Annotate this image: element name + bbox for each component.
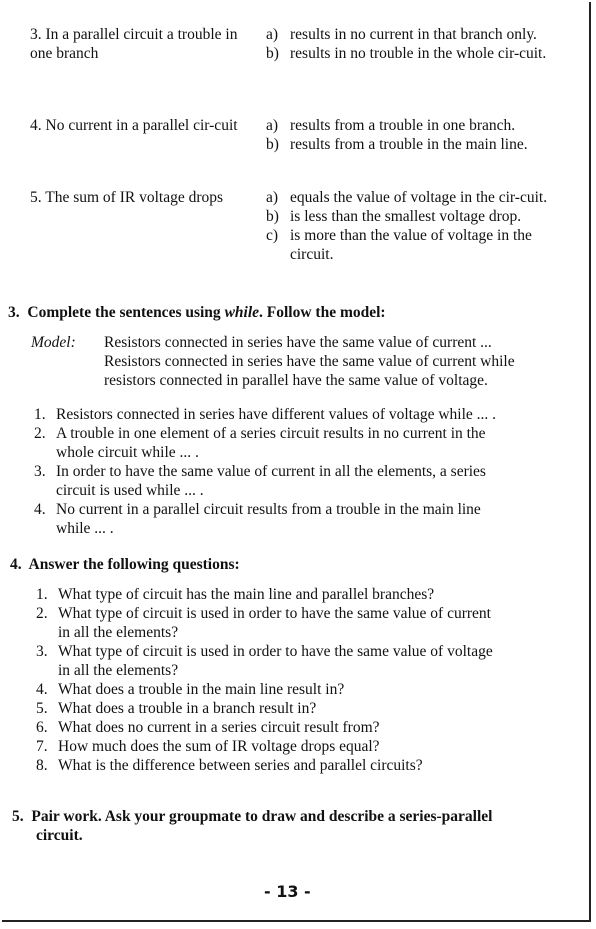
section4-heading: 4. Answer the following questions: [10,556,240,573]
list-item: 3. What type of circuit is used in order to have the same value of voltage [36,643,493,660]
list-item: 1. What type of circuit has the main line and parallel branches? [36,586,435,603]
section3-list: 1. Resistors connected in series have different values of voltage while ... . 2. A trouble in one element of a series circuit results in no current in the whole circuit while ... . 3. In order to have the same value of current in all the elements, a series circuit is used while ... . 4. No current in a parallel circuit results from a trouble in the main line while ... . [34,406,497,537]
list-item: 5. What does a trouble in a branch result in? [36,700,317,717]
list-item: 4. What does a trouble in the main line result in? [36,681,345,698]
page-number: - 13 - [264,882,311,901]
match-q3-options: a) results in no current in that branch only. b) results in no trouble in the whole cir-cuit. [266,26,547,62]
match-q4: 4. No current in a parallel cir-cuit [30,117,238,134]
model-example: Resistors connected in series have the same value of current ... Resistors connected in series have the same value of current while resistors connected in parallel have the same value of voltage. [104,334,515,389]
list-item: 2. A trouble in one element of a series circuit results in no current in the [34,425,486,442]
list-item: 7. How much does the sum of IR voltage drops equal? [36,738,380,755]
section3-heading: 3. Complete the sentences using while. Follow the model: [8,304,386,321]
model-label: Model: [31,334,76,351]
match-q4-options: a) results from a trouble in one branch. b) results from a trouble in the main line. [266,117,528,153]
list-item: 1. Resistors connected in series have different values of voltage while ... . [34,406,497,423]
match-q5-options: a) equals the value of voltage in the cir-cuit. b) is less than the smallest voltage drop. c) is more than the value of voltage in the circuit. [266,189,548,263]
match-q5: 5. The sum of IR voltage drops [30,189,224,206]
list-item: 6. What does no current in a series circuit result from? [36,719,380,736]
section4-list: 1. What type of circuit has the main line and parallel branches? 2. What type of circuit is used in order to have the same value of current in all the elements? 3. What type of circuit is used in order to have the same value of voltage in all the elements? 4. What does a trouble in the main line result in? 5. What does a trouble in a branch result in? 6. What does no current in a series circuit result from? 7. How much does the sum of IR voltage drops equal? 8. What is the difference between series and parallel circuits? [36,586,493,774]
list-item: 3. In order to have the same value of current in all the elements, a series [34,463,486,480]
match-q3: 3. In a parallel circuit a trouble in one branch [30,26,238,62]
list-item: 4. No current in a parallel circuit results from a trouble in the main line [34,501,481,518]
list-item: 8. What is the difference between series and parallel circuits? [36,757,423,774]
section5-pair-work: 5. Pair work. Ask your groupmate to draw and describe a series-parallel circuit. [12,808,493,844]
list-item: 2. What type of circuit is used in order to have the same value of current [36,605,491,622]
